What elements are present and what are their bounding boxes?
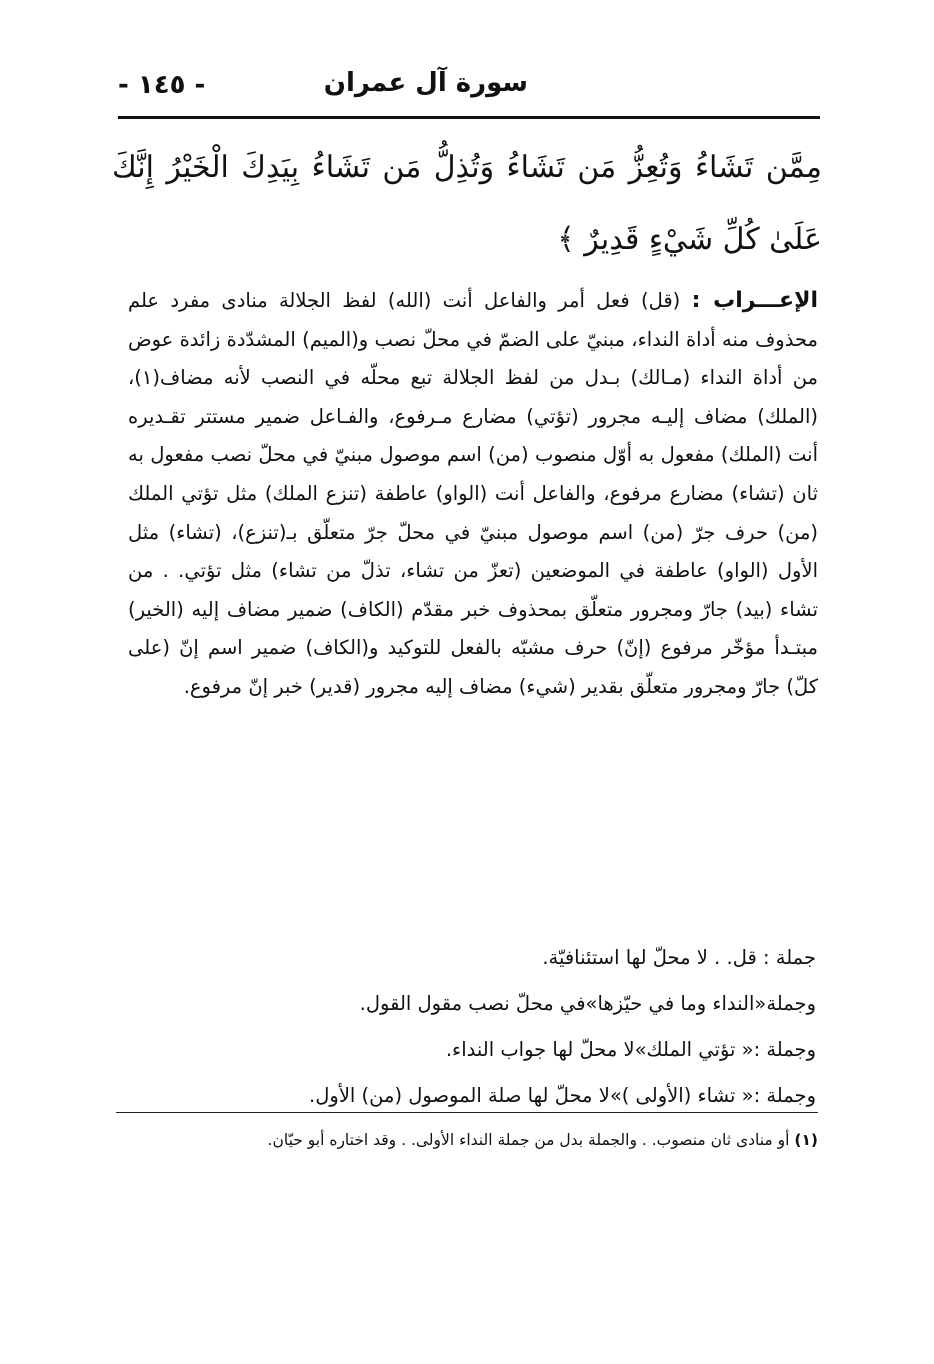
footnote-divider xyxy=(116,1112,818,1113)
quran-verse: مِمَّن تَشَاءُ وَتُعِزُّ مَن تَشَاءُ وَتُذِلُّ مَن تَشَاءُ بِيَدِكَ الْخَيْرُ إِنَّكَ عَلَىٰ كُلِّ شَيْءٍ قَدِيرٌ ﴾ xyxy=(112,150,822,257)
sentence-line: وجملة :« تشاء (الأولى )»لا محلّ لها صلة الموصول (من) الأول. xyxy=(309,1084,816,1107)
irab-label: الإعـــراب : xyxy=(691,288,819,313)
footnote-number: (١) xyxy=(794,1131,818,1149)
sentence-line: جملة : قل. . لا محلّ لها استئنافيّة. xyxy=(542,946,816,969)
irab-paragraph xyxy=(128,282,818,707)
footnote xyxy=(150,1124,818,1156)
page-number: - ١٤٥ - xyxy=(118,70,206,100)
sentence-line: وجملة«النداء وما في حيّزها»في محلّ نصب مقول القول. xyxy=(359,992,816,1015)
surah-title: سورة آل عمران xyxy=(323,68,528,98)
page-header xyxy=(118,68,818,112)
sentences-list xyxy=(136,935,816,1119)
sentence-line: وجملة :« تؤتي الملك»لا محلّ لها جواب النداء. xyxy=(445,1038,816,1061)
footnote-text: أو منادى ثان منصوب. . والجملة بدل من جملة النداء الأولى. . وقد اختاره أبو حيّان. xyxy=(267,1131,790,1149)
irab-text: (قل) فعل أمر والفاعل أنت (الله) لفظ الجلالة منادى مفرد علم محذوف منه أداة النداء، مبنيّ على الضمّ في محلّ نصب و(الميم) المشدّدة زائدة عوض من أداة النداء (مـالك) بـدل من لفظ الجلالة تبع محلّه في النصب لأنه مضاف(١)، (الملك) مضاف إليـه مجرور (تؤتي) مضارع مـرفوع، والفـاعل ضمير مستتر تقـديره أنت (الملك) مفعول به أوّل منصوب (من) اسم موصول مبنيّ في محلّ نصب مفعول به ثان (تشاء) مضارع مرفوع، والفاعل أنت (الواو) عاطفة (تنزع الملك) مثل تؤتي الملك (من) حرف جرّ (من) اسم موصول مبنيّ في محلّ جرّ متعلّق بـ(تنزع)، (تشاء) مثل الأول (الواو) عاطفة في الموضعين (تعزّ من تشاء، تذلّ من تشاء) مثل تؤتي. . من تشاء (بيد) جارّ ومجرور متعلّق بمحذوف خبر مقدّم (الكاف) ضمير مضاف إليه (الخير) مبتـدأ مؤخّر مرفوع (إنّ) حرف مشبّه بالفعل للتوكيد و(الكاف) ضمير اسم إنّ (على كلّ) جارّ ومجرور متعلّق بقدير (شيء) مضاف إليه مجرور (قدير) خبر إنّ مرفوع. xyxy=(128,289,818,698)
header-divider xyxy=(118,116,820,119)
